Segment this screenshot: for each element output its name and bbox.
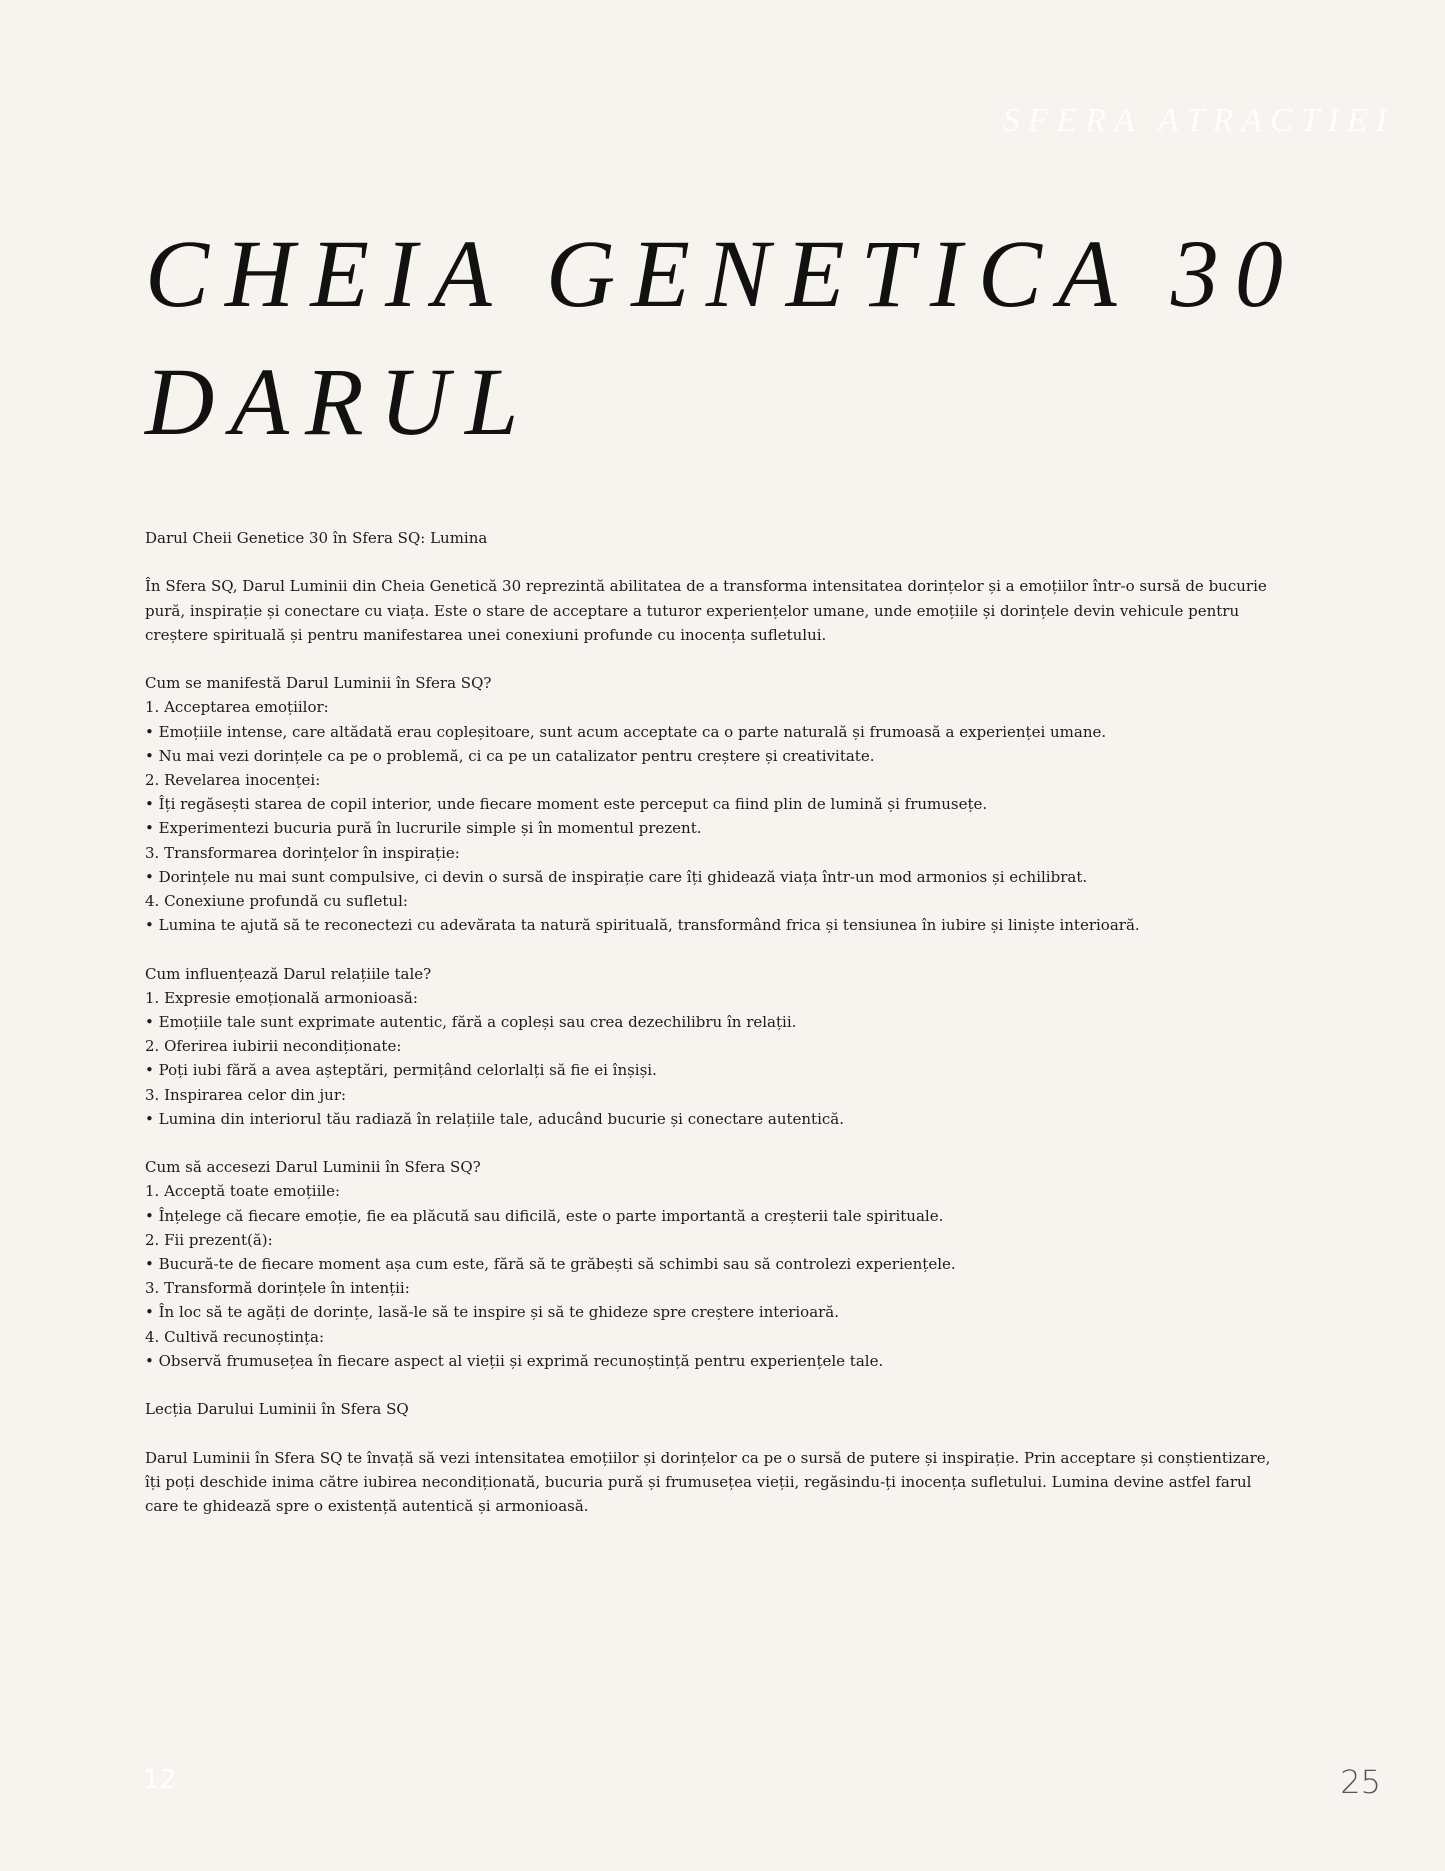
lesson-paragraph-line: Darul Luminii în Sfera SQ te învață să vezi intensitatea emoțiilor și dorințelor ca pe o sursă de putere și inspirație. Prin acceptare și conștientizare, — [145, 1448, 1271, 1467]
page-number-right: 25 — [1340, 1763, 1381, 1801]
spacer — [145, 1421, 1245, 1445]
spacer — [145, 647, 1245, 671]
access-section-line: 3. Transformă dorințele în intenții: — [145, 1279, 410, 1298]
spacer — [145, 550, 1245, 574]
access-section-line: • Înțelege că fiecare emoție, fie ea plăcută sau dificilă, este o parte importantă a creșterii tale spirituale. — [145, 1206, 944, 1225]
intro-heading: Darul Cheii Genetice 30 în Sfera SQ: Lumina — [145, 529, 488, 547]
relations-section-line: 3. Inspirarea celor din jur: — [145, 1085, 347, 1104]
relations-section-line: 1. Expresie emoțională armonioasă: — [145, 988, 418, 1007]
intro-paragraph-line: pură, inspirație și conectare cu viața. Este o stare de acceptare a tuturor experiențelor umane, unde emoțiile și dorințele devin vehicule pentru — [145, 601, 1240, 620]
relations-section-line: • Poți iubi fără a avea așteptări, permițând celorlalți să fie ei înșiși. — [145, 1061, 657, 1080]
manifest-section-line: • Îți regăsești starea de copil interior, unde fiecare moment este perceput ca fiind plin de lumină și frumusețe. — [145, 795, 988, 814]
header-brand: SFERA ATRACTIEI — [1002, 102, 1395, 139]
lesson-heading: Lecția Darului Luminii în Sfera SQ — [145, 1400, 409, 1419]
page-title-line-2: DARUL — [145, 348, 535, 455]
intro-paragraph-line: creștere spirituală și pentru manifestarea unei conexiuni profunde cu inocența sufletului. — [145, 625, 827, 644]
manifest-section-line: • Dorințele nu mai sunt compulsive, ci devin o sursă de inspirație care îți ghidează viața într-un mod armonios și echilibrat. — [145, 867, 1088, 886]
page-title-line-1: CHEIA GENETICA 30 — [145, 220, 1299, 327]
page-number-left: 12 — [143, 1765, 177, 1795]
manifest-section-line: 3. Transformarea dorințelor în inspirație: — [145, 843, 460, 862]
manifest-section-line: • Lumina te ajută să te reconectezi cu adevărata ta natură spirituală, transformând frica și tensiunea în iubire și liniște interioară. — [145, 916, 1140, 935]
spacer — [145, 1373, 1245, 1397]
manifest-section-line: Cum se manifestă Darul Luminii în Sfera SQ? — [145, 674, 492, 693]
access-section-line: 4. Cultivă recunoștința: — [145, 1327, 325, 1346]
access-section-line: Cum să accesezi Darul Luminii în Sfera SQ? — [145, 1158, 481, 1177]
body-content — [145, 526, 1271, 1518]
access-section-line: 2. Fii prezent(ă): — [145, 1230, 273, 1249]
access-section-line: 1. Acceptă toate emoțiile: — [145, 1182, 341, 1201]
relations-section-line: 2. Oferirea iubirii necondiționate: — [145, 1037, 402, 1056]
manifest-section-line: • Experimentezi bucuria pură în lucrurile simple și în momentul prezent. — [145, 819, 702, 838]
manifest-section-line: • Nu mai vezi dorințele ca pe o problemă, ci ca pe un catalizator pentru creștere și creativitate. — [145, 746, 875, 765]
access-section-line: • În loc să te agăți de dorințe, lasă-le să te inspire și să te ghideze spre creștere interioară. — [145, 1303, 840, 1322]
manifest-section-line: 4. Conexiune profundă cu sufletul: — [145, 892, 408, 911]
lesson-paragraph-line: îți poți deschide inima către iubirea necondiționată, bucuria pură și frumusețea vieții, regăsindu-ți inocența sufletului. Lumina devine astfel farul — [145, 1472, 1252, 1491]
manifest-section-line: 1. Acceptarea emoțiilor: — [145, 698, 329, 717]
relations-section-line: • Emoțiile tale sunt exprimate autentic, fără a copleși sau crea dezechilibru în relații. — [145, 1013, 797, 1032]
manifest-section-line: 2. Revelarea inocenței: — [145, 771, 321, 789]
spacer — [145, 1131, 1245, 1155]
lesson-paragraph-line: care te ghidează spre o existență autentică și armonioasă. — [145, 1497, 589, 1516]
relations-section-line: Cum influențează Darul relațiile tale? — [145, 964, 432, 983]
access-section-line: • Bucură-te de fiecare moment așa cum este, fără să te grăbești să schimbi sau să controlezi experiențele. — [145, 1255, 956, 1274]
access-section-line: • Observă frumusețea în fiecare aspect al vieții și exprimă recunoștință pentru experiențele tale. — [145, 1351, 884, 1370]
manifest-section-line: • Emoțiile intense, care altădată erau copleșitoare, sunt acum acceptate ca o parte naturală și frumoasă a experienței umane. — [145, 722, 1107, 741]
intro-paragraph-line: În Sfera SQ, Darul Luminii din Cheia Genetică 30 reprezintă abilitatea de a transforma intensitatea dorințelor și a emoțiilor într-o sursă de bucurie — [145, 577, 1267, 596]
relations-section-line: • Lumina din interiorul tău radiază în relațiile tale, aducând bucurie și conectare autentică. — [145, 1109, 844, 1128]
spacer — [145, 937, 1245, 961]
page-title — [145, 210, 1299, 466]
